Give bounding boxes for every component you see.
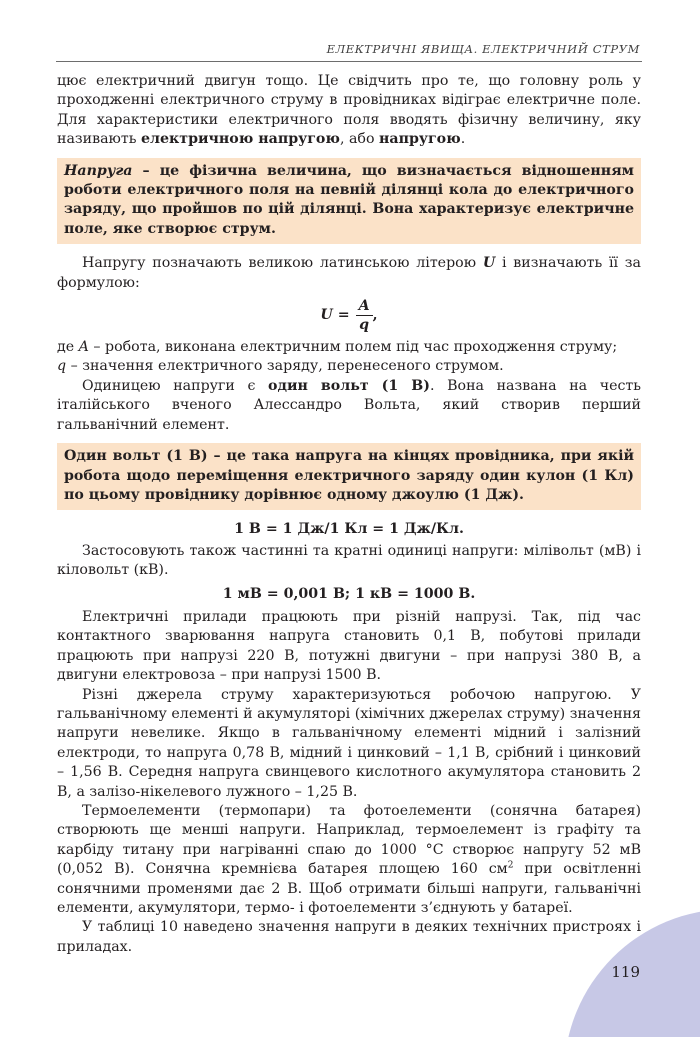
- formula-trailing-comma: ,: [372, 307, 378, 324]
- paragraph-symbol: Напругу позначають великою латинською літерою U і визначають її за формулою:: [57, 255, 641, 291]
- page-body: [57, 72, 641, 957]
- equation-millivolt-kilovolt: 1 мВ = 0,001 В; 1 кВ = 1000 В.: [222, 585, 476, 602]
- voltage-formula: [57, 294, 641, 338]
- definition-term: Напруга: [64, 162, 133, 179]
- paragraph-sources: Різні джерела струму характеризуються робочою напругою. У гальванічному елементі й акумуляторі (хімічних джерелах струму) значення напруги невелике. Якщо в гальванічному елементі мідний і залізний електроди, то напруга 0,78 В, мідний і цинковий – 1,1 В, срібний і цинковий – 1,56 В. Середня напруга свинцевого кислотного акумулятора становить 2 В, а залізо-нікелевого лужного – 1,25 В.: [57, 686, 641, 800]
- formula-denominator: q: [359, 317, 370, 334]
- definition-voltage-box: Напруга – це фізична величина, що визначається відношенням роботи електричного поля на певній ділянці кола до електричного заряду, що пройшов по цій ділянці. Вона характеризує електричне поле, яке створює струм.: [57, 158, 641, 245]
- page-number: 119: [611, 963, 640, 981]
- formula-numerator: A: [356, 297, 373, 316]
- paragraph-thermoelements: Термоелементи (термопари) та фотоелементи (сонячна батарея) створюють ще менші напруги. Наприклад, термоелемент із графіту та карбіду титану при нагріванні спаю до 1000 °С створює напругу 52 мВ (0,052 В). Сонячна кремнієва батарея площею 160 $см^2$ при освітленні сонячними променями дає 2 В. Щоб отримати більші напруги, гальванічні елементи, акумулятори, термо- і фотоелементи з’єднують у батареї.: [57, 803, 641, 917]
- paragraph-table-reference: У таблиці 10 наведено значення напруги в деяких технічних пристроях і приладах.: [57, 919, 641, 955]
- formula-fraction: [356, 297, 373, 335]
- definition-volt-box: Один вольт (1 В) – це така напруга на кінцях провідника, при якій робота щодо переміщення електричного заряду один кулон (1 Кл) по цьому провіднику дорівнює одному джоулю (1 Дж).: [57, 443, 641, 510]
- equation-volt: 1 В = 1 Дж/1 Кл = 1 Дж/Кл.: [234, 521, 464, 538]
- term-voltage: напругою: [379, 131, 461, 148]
- formula-lhs: U =: [320, 307, 350, 324]
- symbol-u: U: [482, 255, 496, 272]
- paragraph-devices: Електричні прилади працюють при різній напрузі. Так, під час контактного зварювання напруга становить 0,1 В, побутові прилади працюють при напрузі 220 В, потужні двигуни – при напрузі 380 В, а двигуни електровоза – при напрузі 1500 В.: [57, 608, 641, 684]
- term-one-volt: один вольт (1 В): [268, 377, 430, 394]
- paragraph-unit-volt: Одиницею напруги є один вольт (1 В). Вона названа на честь італійського вченого Алессандро Вольта, який створив перший гальванічний елемент.: [57, 377, 642, 433]
- paragraph-formula-legend: де A – робота, виконана електричним полем під час проходження струму; q – значення електричного заряду, перенесеного струмом.: [57, 339, 618, 375]
- term-electric-voltage: електричною напругою: [141, 131, 340, 148]
- paragraph-submultiples: Застосовують також частинні та кратні одиниці напруги: мілівольт (мВ) і кіловольт (кВ).: [57, 542, 641, 579]
- running-header: ЕЛЕКТРИЧНІ ЯВИЩА. ЕЛЕКТРИЧНИЙ СТРУМ: [326, 42, 640, 56]
- paragraph-intro: цює електричний двигун тощо. Це свідчить про те, що головну роль у проходженні електричного струму в провідниках відіграє електричне поле. Для характеристики електричного поля вводять фізичну величину, яку називають електричною напругою, або напругою.: [57, 73, 641, 148]
- header-divider: [56, 61, 642, 62]
